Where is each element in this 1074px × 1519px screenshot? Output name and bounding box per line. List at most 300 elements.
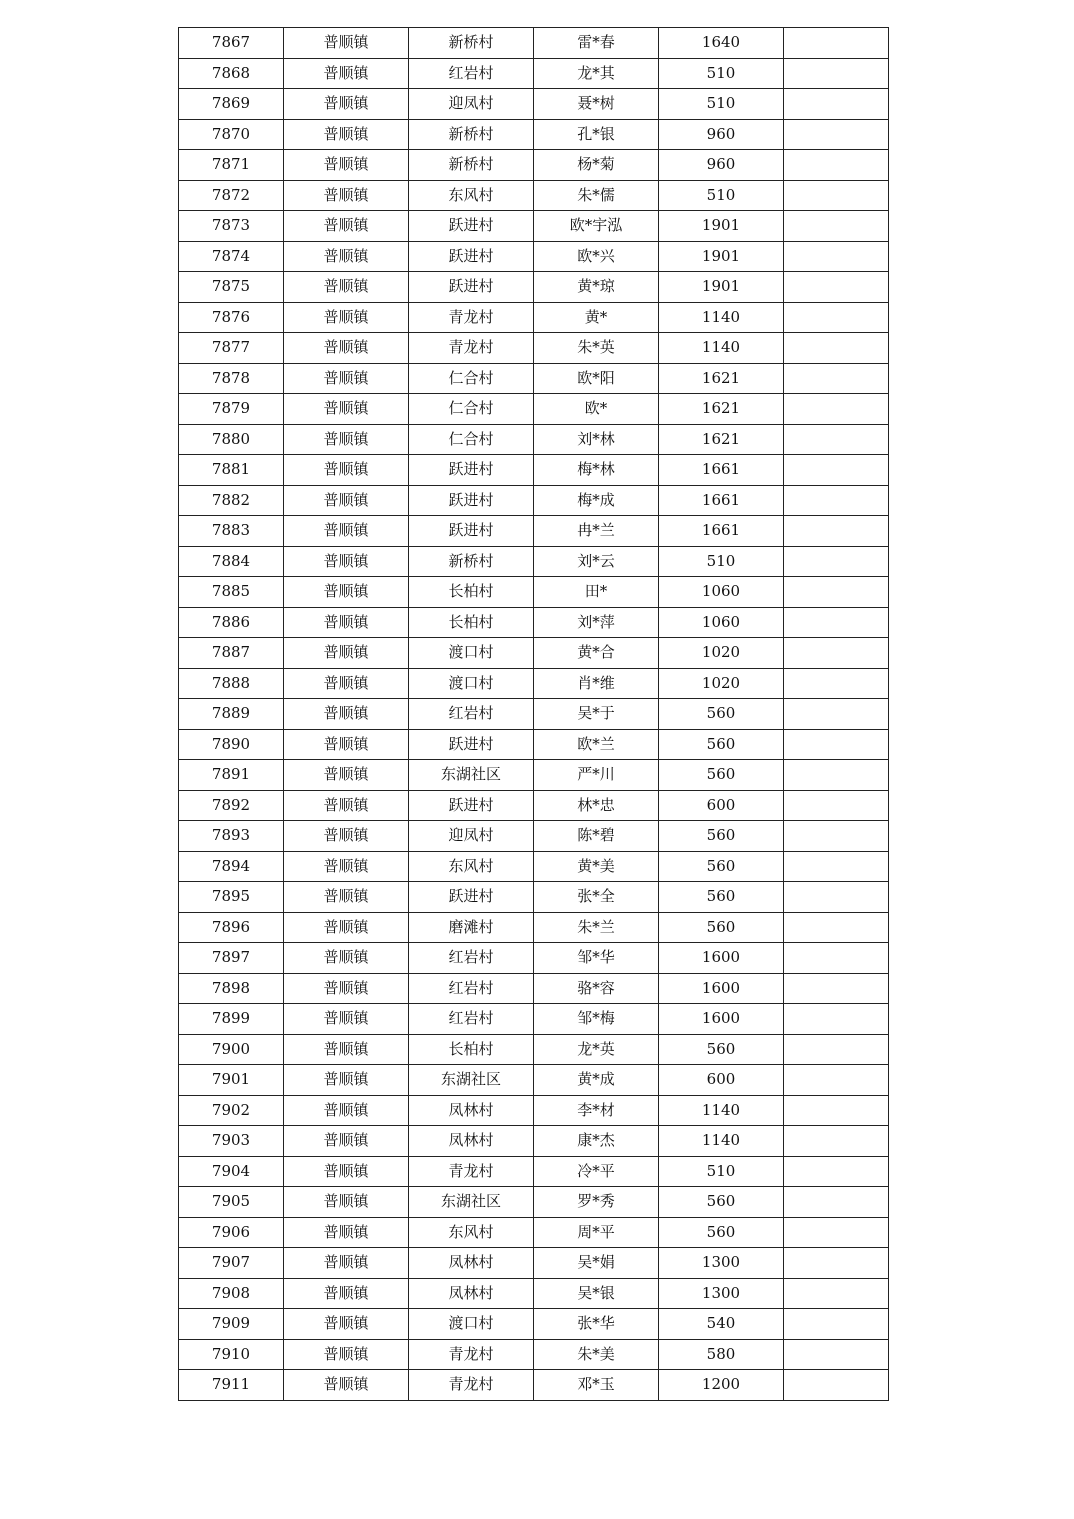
cell-note [784, 302, 889, 333]
cell-note [784, 1156, 889, 1187]
cell-town: 普顺镇 [284, 1126, 409, 1157]
cell-amount: 560 [659, 1034, 784, 1065]
cell-name: 孔*银 [534, 119, 659, 150]
cell-name: 朱*儒 [534, 180, 659, 211]
cell-village: 渡口村 [409, 638, 534, 669]
cell-amount: 1621 [659, 394, 784, 425]
cell-seq: 7882 [179, 485, 284, 516]
cell-village: 凤林村 [409, 1278, 534, 1309]
cell-amount: 510 [659, 1156, 784, 1187]
cell-seq: 7899 [179, 1004, 284, 1035]
cell-town: 普顺镇 [284, 729, 409, 760]
cell-amount: 1661 [659, 516, 784, 547]
cell-seq: 7910 [179, 1339, 284, 1370]
cell-village: 红岩村 [409, 973, 534, 1004]
cell-seq: 7900 [179, 1034, 284, 1065]
cell-seq: 7877 [179, 333, 284, 364]
cell-amount: 1200 [659, 1370, 784, 1401]
cell-name: 刘*林 [534, 424, 659, 455]
table-row [179, 394, 889, 425]
cell-note [784, 1217, 889, 1248]
cell-note [784, 760, 889, 791]
cell-note [784, 607, 889, 638]
cell-name: 田* [534, 577, 659, 608]
cell-note [784, 211, 889, 242]
cell-amount: 560 [659, 851, 784, 882]
table-row [179, 1187, 889, 1218]
table-row [179, 485, 889, 516]
cell-seq: 7906 [179, 1217, 284, 1248]
cell-seq: 7869 [179, 89, 284, 120]
cell-name: 欧*宇泓 [534, 211, 659, 242]
cell-seq: 7885 [179, 577, 284, 608]
cell-note [784, 150, 889, 181]
cell-seq: 7894 [179, 851, 284, 882]
cell-note [784, 882, 889, 913]
cell-amount: 1661 [659, 455, 784, 486]
cell-name: 周*平 [534, 1217, 659, 1248]
table-row [179, 638, 889, 669]
cell-seq: 7870 [179, 119, 284, 150]
cell-note [784, 1370, 889, 1401]
table-row [179, 882, 889, 913]
cell-village: 新桥村 [409, 150, 534, 181]
table-row [179, 607, 889, 638]
cell-name: 严*川 [534, 760, 659, 791]
cell-name: 聂*树 [534, 89, 659, 120]
cell-name: 欧*兴 [534, 241, 659, 272]
cell-village: 跃进村 [409, 455, 534, 486]
cell-village: 红岩村 [409, 699, 534, 730]
table-row [179, 211, 889, 242]
table-row [179, 1278, 889, 1309]
cell-village: 东风村 [409, 851, 534, 882]
cell-amount: 1621 [659, 424, 784, 455]
cell-name: 张*华 [534, 1309, 659, 1340]
cell-town: 普顺镇 [284, 241, 409, 272]
cell-seq: 7902 [179, 1095, 284, 1126]
table-row [179, 28, 889, 59]
cell-name: 邹*华 [534, 943, 659, 974]
table-row [179, 546, 889, 577]
cell-village: 仁合村 [409, 394, 534, 425]
cell-amount: 510 [659, 58, 784, 89]
cell-village: 东风村 [409, 180, 534, 211]
cell-town: 普顺镇 [284, 577, 409, 608]
cell-village: 东湖社区 [409, 1065, 534, 1096]
cell-note [784, 943, 889, 974]
cell-town: 普顺镇 [284, 638, 409, 669]
table-row [179, 577, 889, 608]
cell-name: 欧*兰 [534, 729, 659, 760]
table-row [179, 1339, 889, 1370]
cell-note [784, 790, 889, 821]
cell-note [784, 821, 889, 852]
cell-village: 迎凤村 [409, 821, 534, 852]
cell-village: 凤林村 [409, 1126, 534, 1157]
cell-amount: 960 [659, 119, 784, 150]
cell-seq: 7872 [179, 180, 284, 211]
cell-town: 普顺镇 [284, 180, 409, 211]
cell-amount: 560 [659, 882, 784, 913]
cell-note [784, 1278, 889, 1309]
cell-amount: 1661 [659, 485, 784, 516]
cell-name: 龙*其 [534, 58, 659, 89]
cell-town: 普顺镇 [284, 760, 409, 791]
cell-village: 迎凤村 [409, 89, 534, 120]
cell-note [784, 546, 889, 577]
cell-seq: 7886 [179, 607, 284, 638]
cell-name: 梅*成 [534, 485, 659, 516]
table-row [179, 1156, 889, 1187]
cell-village: 跃进村 [409, 729, 534, 760]
table-row [179, 699, 889, 730]
cell-town: 普顺镇 [284, 211, 409, 242]
cell-village: 凤林村 [409, 1248, 534, 1279]
cell-name: 邹*梅 [534, 1004, 659, 1035]
cell-note [784, 699, 889, 730]
cell-amount: 1020 [659, 638, 784, 669]
cell-village: 青龙村 [409, 1339, 534, 1370]
table-row [179, 119, 889, 150]
cell-amount: 540 [659, 1309, 784, 1340]
cell-name: 冷*平 [534, 1156, 659, 1187]
cell-village: 跃进村 [409, 485, 534, 516]
cell-name: 肖*维 [534, 668, 659, 699]
cell-town: 普顺镇 [284, 1309, 409, 1340]
cell-name: 吴*娟 [534, 1248, 659, 1279]
cell-note [784, 1034, 889, 1065]
cell-amount: 560 [659, 821, 784, 852]
table-row [179, 1034, 889, 1065]
cell-name: 黄*美 [534, 851, 659, 882]
cell-town: 普顺镇 [284, 973, 409, 1004]
cell-amount: 1140 [659, 333, 784, 364]
cell-seq: 7901 [179, 1065, 284, 1096]
cell-seq: 7905 [179, 1187, 284, 1218]
cell-town: 普顺镇 [284, 1004, 409, 1035]
cell-name: 刘*云 [534, 546, 659, 577]
table-row [179, 790, 889, 821]
cell-note [784, 89, 889, 120]
cell-name: 吴*银 [534, 1278, 659, 1309]
cell-town: 普顺镇 [284, 485, 409, 516]
table-row [179, 1126, 889, 1157]
cell-seq: 7898 [179, 973, 284, 1004]
cell-note [784, 729, 889, 760]
cell-town: 普顺镇 [284, 119, 409, 150]
cell-village: 跃进村 [409, 241, 534, 272]
cell-seq: 7867 [179, 28, 284, 59]
cell-name: 陈*碧 [534, 821, 659, 852]
cell-note [784, 516, 889, 547]
cell-note [784, 668, 889, 699]
table-row [179, 668, 889, 699]
cell-amount: 1300 [659, 1278, 784, 1309]
cell-amount: 580 [659, 1339, 784, 1370]
table-row [179, 1004, 889, 1035]
cell-amount: 1640 [659, 28, 784, 59]
cell-name: 康*杰 [534, 1126, 659, 1157]
cell-seq: 7890 [179, 729, 284, 760]
cell-note [784, 119, 889, 150]
cell-town: 普顺镇 [284, 851, 409, 882]
cell-name: 朱*英 [534, 333, 659, 364]
cell-seq: 7883 [179, 516, 284, 547]
cell-amount: 1901 [659, 211, 784, 242]
cell-amount: 1060 [659, 577, 784, 608]
cell-town: 普顺镇 [284, 150, 409, 181]
cell-note [784, 1126, 889, 1157]
table-row [179, 729, 889, 760]
cell-seq: 7909 [179, 1309, 284, 1340]
cell-amount: 560 [659, 699, 784, 730]
cell-seq: 7873 [179, 211, 284, 242]
cell-town: 普顺镇 [284, 302, 409, 333]
cell-note [784, 1248, 889, 1279]
cell-note [784, 363, 889, 394]
table-row [179, 1095, 889, 1126]
cell-amount: 600 [659, 790, 784, 821]
cell-note [784, 638, 889, 669]
cell-amount: 1140 [659, 1095, 784, 1126]
cell-village: 青龙村 [409, 1156, 534, 1187]
cell-town: 普顺镇 [284, 272, 409, 303]
cell-village: 长柏村 [409, 577, 534, 608]
cell-village: 青龙村 [409, 1370, 534, 1401]
cell-amount: 1901 [659, 272, 784, 303]
cell-note [784, 973, 889, 1004]
cell-village: 磨滩村 [409, 912, 534, 943]
cell-amount: 1020 [659, 668, 784, 699]
cell-name: 黄*合 [534, 638, 659, 669]
table-row [179, 851, 889, 882]
cell-note [784, 1187, 889, 1218]
cell-amount: 1600 [659, 973, 784, 1004]
cell-amount: 1600 [659, 943, 784, 974]
cell-town: 普顺镇 [284, 607, 409, 638]
cell-town: 普顺镇 [284, 394, 409, 425]
cell-name: 黄*成 [534, 1065, 659, 1096]
cell-name: 朱*兰 [534, 912, 659, 943]
table-row [179, 89, 889, 120]
cell-amount: 1300 [659, 1248, 784, 1279]
cell-name: 梅*林 [534, 455, 659, 486]
cell-note [784, 1095, 889, 1126]
table-row [179, 180, 889, 211]
cell-note [784, 180, 889, 211]
cell-seq: 7891 [179, 760, 284, 791]
cell-name: 罗*秀 [534, 1187, 659, 1218]
cell-note [784, 1004, 889, 1035]
cell-town: 普顺镇 [284, 1370, 409, 1401]
table-row [179, 516, 889, 547]
cell-note [784, 577, 889, 608]
cell-village: 仁合村 [409, 424, 534, 455]
cell-seq: 7879 [179, 394, 284, 425]
table-row [179, 1309, 889, 1340]
cell-town: 普顺镇 [284, 790, 409, 821]
cell-village: 长柏村 [409, 607, 534, 638]
cell-note [784, 1339, 889, 1370]
cell-town: 普顺镇 [284, 699, 409, 730]
cell-seq: 7887 [179, 638, 284, 669]
data-table [178, 27, 889, 1401]
cell-village: 新桥村 [409, 28, 534, 59]
cell-amount: 1140 [659, 302, 784, 333]
cell-amount: 600 [659, 1065, 784, 1096]
cell-seq: 7904 [179, 1156, 284, 1187]
cell-town: 普顺镇 [284, 1034, 409, 1065]
table-row [179, 58, 889, 89]
cell-town: 普顺镇 [284, 28, 409, 59]
cell-seq: 7908 [179, 1278, 284, 1309]
cell-name: 李*材 [534, 1095, 659, 1126]
cell-seq: 7897 [179, 943, 284, 974]
cell-town: 普顺镇 [284, 546, 409, 577]
cell-name: 杨*菊 [534, 150, 659, 181]
table-row [179, 821, 889, 852]
table-row [179, 760, 889, 791]
table-row [179, 424, 889, 455]
cell-seq: 7892 [179, 790, 284, 821]
cell-seq: 7907 [179, 1248, 284, 1279]
cell-seq: 7878 [179, 363, 284, 394]
cell-note [784, 58, 889, 89]
cell-amount: 1060 [659, 607, 784, 638]
cell-name: 欧*阳 [534, 363, 659, 394]
cell-village: 东湖社区 [409, 1187, 534, 1218]
cell-amount: 560 [659, 760, 784, 791]
cell-name: 欧* [534, 394, 659, 425]
cell-seq: 7888 [179, 668, 284, 699]
table-row [179, 1370, 889, 1401]
cell-town: 普顺镇 [284, 1278, 409, 1309]
table-row [179, 973, 889, 1004]
table-row [179, 912, 889, 943]
cell-town: 普顺镇 [284, 89, 409, 120]
cell-village: 红岩村 [409, 58, 534, 89]
cell-seq: 7889 [179, 699, 284, 730]
cell-town: 普顺镇 [284, 1065, 409, 1096]
cell-seq: 7880 [179, 424, 284, 455]
cell-name: 黄* [534, 302, 659, 333]
cell-village: 新桥村 [409, 119, 534, 150]
cell-town: 普顺镇 [284, 455, 409, 486]
cell-village: 青龙村 [409, 333, 534, 364]
cell-note [784, 241, 889, 272]
cell-town: 普顺镇 [284, 821, 409, 852]
table-row [179, 455, 889, 486]
cell-village: 红岩村 [409, 1004, 534, 1035]
cell-town: 普顺镇 [284, 363, 409, 394]
cell-village: 东风村 [409, 1217, 534, 1248]
table-row [179, 272, 889, 303]
cell-village: 长柏村 [409, 1034, 534, 1065]
cell-town: 普顺镇 [284, 1187, 409, 1218]
cell-village: 渡口村 [409, 668, 534, 699]
cell-village: 跃进村 [409, 882, 534, 913]
cell-seq: 7893 [179, 821, 284, 852]
cell-seq: 7868 [179, 58, 284, 89]
cell-town: 普顺镇 [284, 943, 409, 974]
cell-village: 青龙村 [409, 302, 534, 333]
cell-village: 东湖社区 [409, 760, 534, 791]
cell-seq: 7874 [179, 241, 284, 272]
cell-seq: 7911 [179, 1370, 284, 1401]
cell-name: 冉*兰 [534, 516, 659, 547]
cell-seq: 7884 [179, 546, 284, 577]
cell-name: 朱*美 [534, 1339, 659, 1370]
cell-seq: 7875 [179, 272, 284, 303]
cell-amount: 960 [659, 150, 784, 181]
cell-seq: 7895 [179, 882, 284, 913]
cell-village: 红岩村 [409, 943, 534, 974]
cell-town: 普顺镇 [284, 516, 409, 547]
cell-name: 雷*春 [534, 28, 659, 59]
cell-name: 张*全 [534, 882, 659, 913]
table-row [179, 241, 889, 272]
cell-town: 普顺镇 [284, 424, 409, 455]
table-row [179, 1248, 889, 1279]
cell-note [784, 394, 889, 425]
cell-village: 渡口村 [409, 1309, 534, 1340]
cell-amount: 1901 [659, 241, 784, 272]
cell-seq: 7876 [179, 302, 284, 333]
cell-town: 普顺镇 [284, 1217, 409, 1248]
table-row [179, 1065, 889, 1096]
cell-name: 骆*容 [534, 973, 659, 1004]
cell-amount: 510 [659, 546, 784, 577]
cell-note [784, 1065, 889, 1096]
cell-village: 跃进村 [409, 516, 534, 547]
cell-note [784, 851, 889, 882]
cell-town: 普顺镇 [284, 333, 409, 364]
cell-name: 龙*英 [534, 1034, 659, 1065]
cell-name: 黄*琼 [534, 272, 659, 303]
cell-village: 凤林村 [409, 1095, 534, 1126]
cell-note [784, 333, 889, 364]
cell-amount: 560 [659, 1187, 784, 1218]
cell-seq: 7871 [179, 150, 284, 181]
cell-amount: 510 [659, 180, 784, 211]
cell-name: 林*忠 [534, 790, 659, 821]
cell-town: 普顺镇 [284, 58, 409, 89]
cell-town: 普顺镇 [284, 1095, 409, 1126]
cell-town: 普顺镇 [284, 1339, 409, 1370]
table-row [179, 1217, 889, 1248]
cell-town: 普顺镇 [284, 1248, 409, 1279]
cell-name: 刘*萍 [534, 607, 659, 638]
table-row [179, 302, 889, 333]
cell-village: 跃进村 [409, 272, 534, 303]
cell-note [784, 455, 889, 486]
cell-village: 新桥村 [409, 546, 534, 577]
cell-seq: 7896 [179, 912, 284, 943]
cell-amount: 560 [659, 912, 784, 943]
cell-village: 仁合村 [409, 363, 534, 394]
cell-town: 普顺镇 [284, 882, 409, 913]
cell-town: 普顺镇 [284, 1156, 409, 1187]
cell-note [784, 28, 889, 59]
cell-seq: 7881 [179, 455, 284, 486]
cell-amount: 560 [659, 729, 784, 760]
table-row [179, 363, 889, 394]
table-row [179, 333, 889, 364]
cell-amount: 1140 [659, 1126, 784, 1157]
cell-note [784, 1309, 889, 1340]
cell-village: 跃进村 [409, 211, 534, 242]
